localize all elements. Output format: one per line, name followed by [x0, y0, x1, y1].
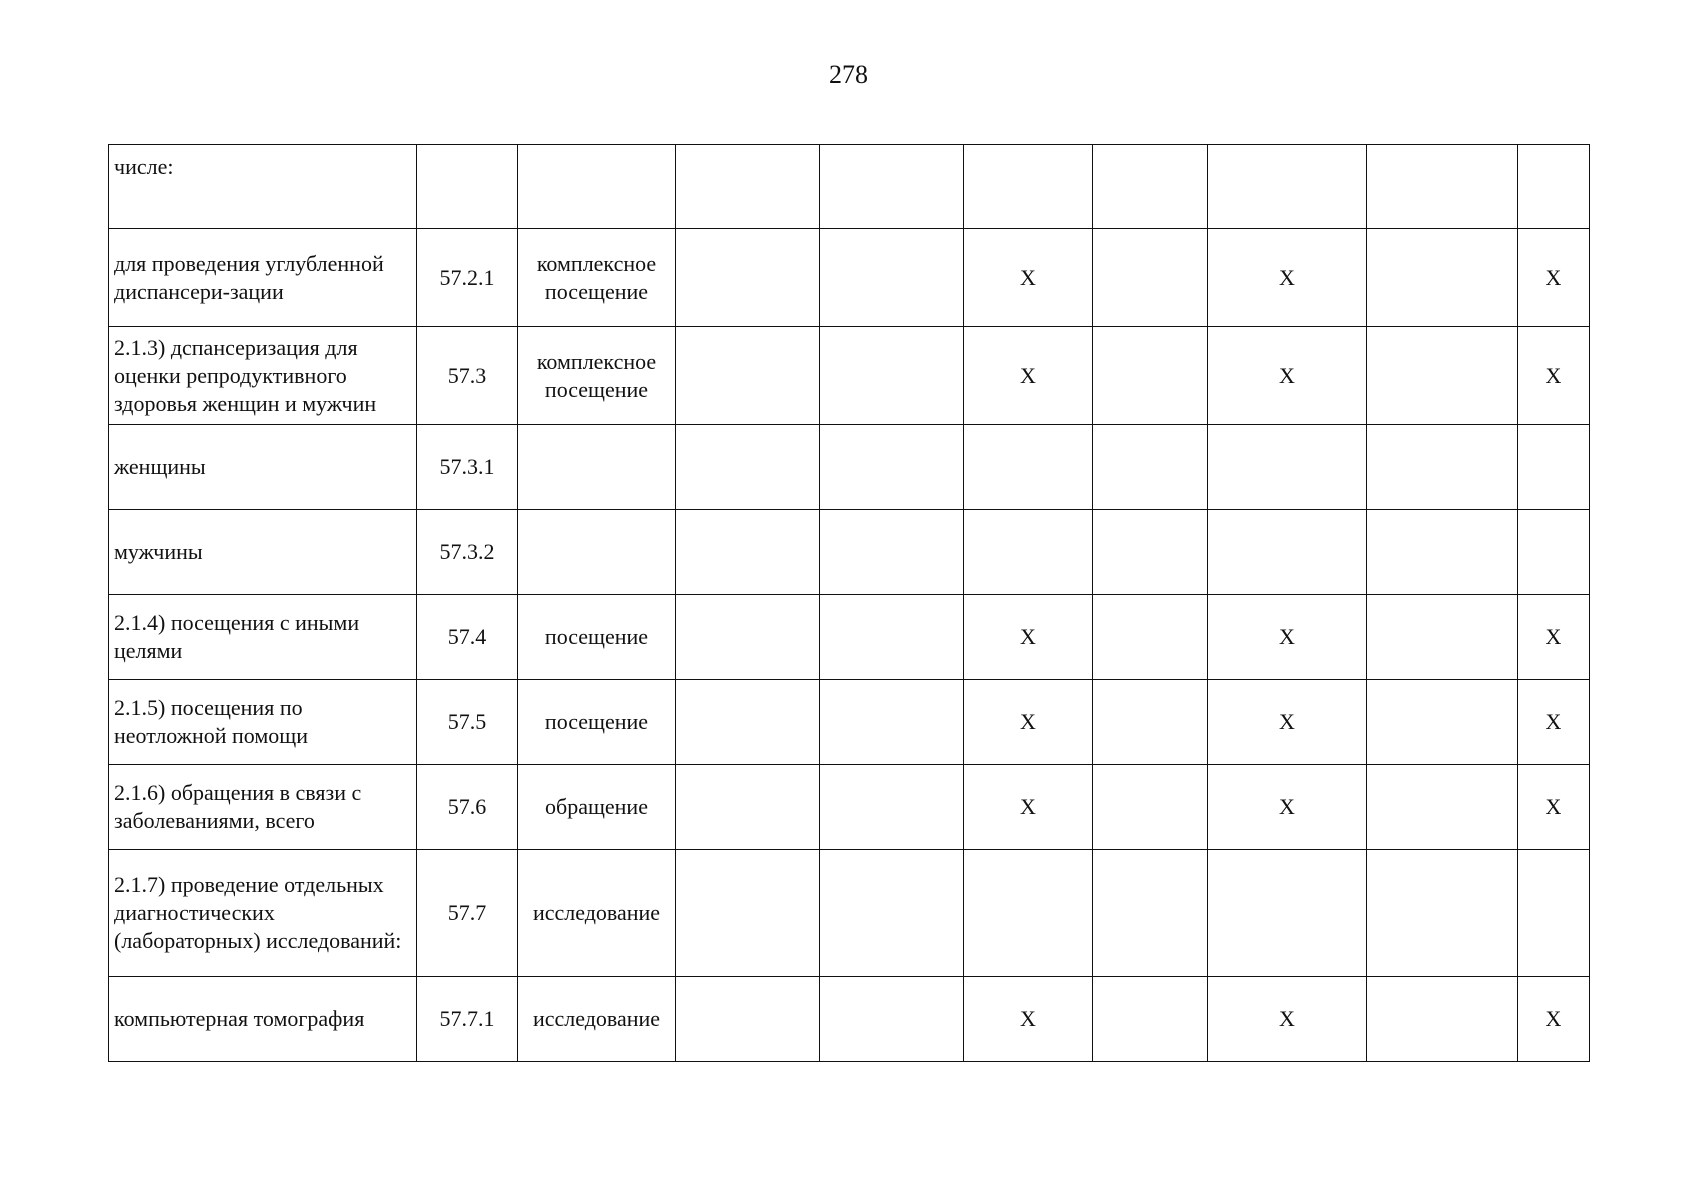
row-name-cell: для проведения углубленной диспансери-зации: [109, 229, 417, 327]
value-cell: X: [1208, 229, 1367, 327]
value-cell: [964, 425, 1093, 510]
row-code-cell: 57.3: [417, 327, 518, 425]
row-name-cell: женщины: [109, 425, 417, 510]
value-cell: X: [1518, 327, 1590, 425]
value-cell: [1093, 145, 1208, 229]
value-cell: [1367, 850, 1518, 977]
value-cell: X: [1208, 680, 1367, 765]
row-unit-cell: [518, 145, 676, 229]
value-cell: [1367, 327, 1518, 425]
value-cell: X: [964, 595, 1093, 680]
value-cell: [1367, 145, 1518, 229]
value-cell: [1208, 510, 1367, 595]
table-row: [109, 327, 1590, 425]
value-cell: [820, 680, 964, 765]
value-cell: [820, 510, 964, 595]
row-code-cell: 57.6: [417, 765, 518, 850]
value-cell: [1367, 510, 1518, 595]
value-cell: [1367, 680, 1518, 765]
value-cell: [1518, 510, 1590, 595]
value-cell: X: [1518, 680, 1590, 765]
row-code-cell: 57.3.2: [417, 510, 518, 595]
row-unit-cell: посещение: [518, 595, 676, 680]
report-table: [108, 144, 1590, 1062]
value-cell: [1518, 850, 1590, 977]
value-cell: [820, 229, 964, 327]
value-cell: X: [1518, 977, 1590, 1062]
value-cell: [820, 327, 964, 425]
value-cell: [964, 145, 1093, 229]
page-number: 278: [829, 60, 868, 89]
row-unit-cell: обращение: [518, 765, 676, 850]
row-name-cell: мужчины: [109, 510, 417, 595]
value-cell: X: [964, 327, 1093, 425]
row-code-cell: [417, 145, 518, 229]
value-cell: [1093, 229, 1208, 327]
value-cell: [1518, 145, 1590, 229]
value-cell: [676, 510, 820, 595]
row-code-cell: 57.5: [417, 680, 518, 765]
value-cell: [676, 977, 820, 1062]
value-cell: [1367, 595, 1518, 680]
value-cell: [820, 765, 964, 850]
table-body: [109, 145, 1590, 1062]
value-cell: [1093, 595, 1208, 680]
table-row: [109, 765, 1590, 850]
table-row: [109, 425, 1590, 510]
value-cell: [1093, 850, 1208, 977]
value-cell: [820, 145, 964, 229]
value-cell: X: [1208, 765, 1367, 850]
value-cell: [964, 850, 1093, 977]
row-code-cell: 57.2.1: [417, 229, 518, 327]
row-name-cell: 2.1.6) обращения в связи с заболеваниями, всего: [109, 765, 417, 850]
value-cell: X: [1518, 595, 1590, 680]
row-code-cell: 57.7: [417, 850, 518, 977]
value-cell: [1367, 425, 1518, 510]
row-code-cell: 57.3.1: [417, 425, 518, 510]
value-cell: X: [964, 977, 1093, 1062]
value-cell: [820, 595, 964, 680]
table-row: [109, 229, 1590, 327]
row-code-cell: 57.7.1: [417, 977, 518, 1062]
value-cell: X: [1518, 765, 1590, 850]
value-cell: [1093, 765, 1208, 850]
value-cell: [820, 850, 964, 977]
value-cell: [820, 425, 964, 510]
row-name-cell: 2.1.4) посещения с иными целями: [109, 595, 417, 680]
value-cell: X: [1518, 229, 1590, 327]
value-cell: [820, 977, 964, 1062]
value-cell: X: [964, 229, 1093, 327]
value-cell: [1093, 327, 1208, 425]
value-cell: [1208, 850, 1367, 977]
row-name-cell: компьютерная томография: [109, 977, 417, 1062]
row-name-cell: числе:: [109, 145, 417, 229]
value-cell: [676, 595, 820, 680]
value-cell: [1093, 425, 1208, 510]
row-name-cell: 2.1.7) проведение отдельных диагностических (лабораторных) исследований:: [109, 850, 417, 977]
value-cell: X: [1208, 595, 1367, 680]
value-cell: [1367, 977, 1518, 1062]
row-unit-cell: исследование: [518, 850, 676, 977]
value-cell: [1367, 229, 1518, 327]
table-row: [109, 977, 1590, 1062]
value-cell: [1093, 977, 1208, 1062]
table-row: [109, 595, 1590, 680]
row-code-cell: 57.4: [417, 595, 518, 680]
row-name-cell: 2.1.5) посещения по неотложной помощи: [109, 680, 417, 765]
table-row: [109, 680, 1590, 765]
value-cell: [676, 145, 820, 229]
value-cell: [676, 327, 820, 425]
value-cell: X: [964, 680, 1093, 765]
row-unit-cell: исследование: [518, 977, 676, 1062]
row-unit-cell: комплексное посещение: [518, 327, 676, 425]
value-cell: [1093, 680, 1208, 765]
value-cell: [1208, 425, 1367, 510]
value-cell: X: [1208, 977, 1367, 1062]
value-cell: [676, 680, 820, 765]
value-cell: [1367, 765, 1518, 850]
value-cell: X: [1208, 327, 1367, 425]
table-row: [109, 510, 1590, 595]
row-unit-cell: [518, 425, 676, 510]
row-unit-cell: посещение: [518, 680, 676, 765]
value-cell: [1518, 425, 1590, 510]
value-cell: [964, 510, 1093, 595]
value-cell: [676, 229, 820, 327]
value-cell: [676, 425, 820, 510]
table-row: [109, 145, 1590, 229]
value-cell: [676, 850, 820, 977]
row-unit-cell: комплексное посещение: [518, 229, 676, 327]
value-cell: [676, 765, 820, 850]
row-unit-cell: [518, 510, 676, 595]
value-cell: X: [964, 765, 1093, 850]
value-cell: [1093, 510, 1208, 595]
value-cell: [1208, 145, 1367, 229]
table-row: [109, 850, 1590, 977]
row-name-cell: 2.1.3) дспансеризация для оценки репродуктивного здоровья женщин и мужчин: [109, 327, 417, 425]
